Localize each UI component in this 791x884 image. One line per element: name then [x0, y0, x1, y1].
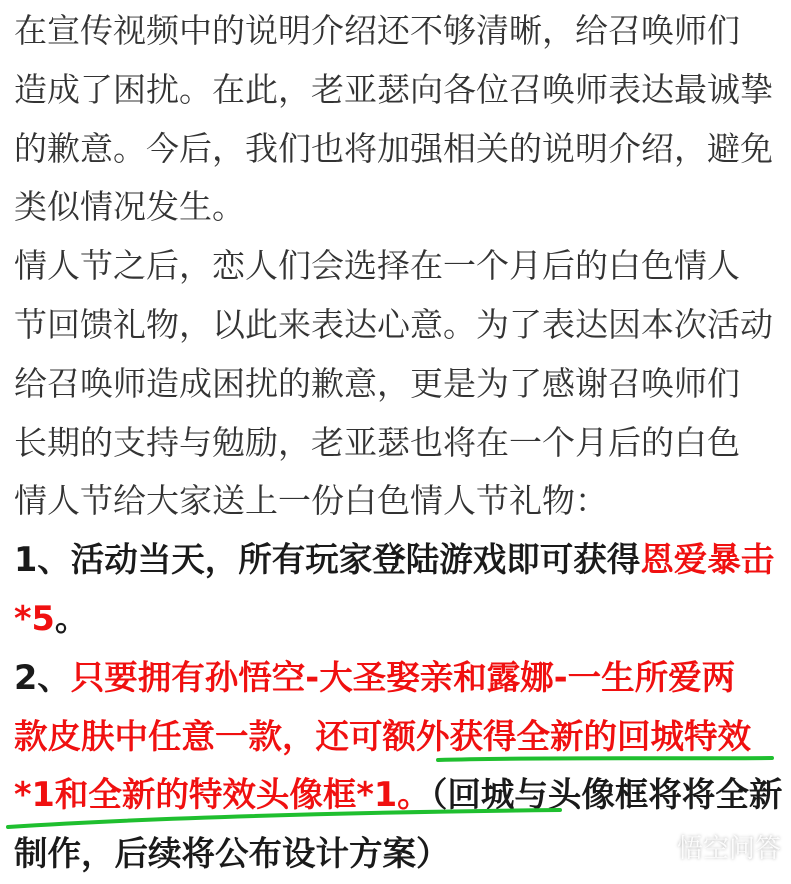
text-line: 节回馈礼物，以此来表达心意。为了表达因本次活动 — [14, 304, 773, 344]
article-body — [14, 2, 784, 884]
text-line — [14, 590, 784, 649]
paragraph-intro-apology — [14, 2, 784, 237]
paragraph-white-valentine — [14, 237, 784, 531]
text-line: 给召唤师造成困扰的歉意，更是为了感谢召唤师们 — [14, 363, 740, 403]
gift-item-1 — [14, 531, 784, 649]
text-line — [14, 649, 784, 708]
watermark-text: 悟空问答 — [676, 833, 781, 864]
text-line: 造成了困扰。在此，老亚瑟向各位召唤师表达最诚挚 — [14, 69, 773, 109]
text-line: 类似情况发生。 — [14, 187, 245, 227]
text-line: 情人节给大家送上一份白色情人节礼物： — [14, 481, 608, 521]
text-line: 制作，后续将公布设计方案） — [14, 834, 450, 874]
watermark — [643, 828, 781, 864]
item-highlight: *1和全新的特效头像框*1。 — [14, 775, 431, 815]
text-line — [14, 766, 784, 825]
item-highlight: 款皮肤中任意一款，还可额外获得全新的回城特效 — [14, 716, 751, 756]
text-line: 情人节之后，恋人们会选择在一个月后的白色情人 — [14, 246, 740, 286]
item-text: 1、活动当天，所有玩家登陆游戏即可获得 — [14, 540, 641, 580]
item-highlight: 只要拥有孙悟空-大圣娶亲和露娜-一生所爱两 — [70, 657, 736, 697]
text-line — [14, 708, 784, 767]
text-line: 长期的支持与勉励，老亚瑟也将在一个月后的白色 — [14, 422, 740, 462]
item-text: 。 — [54, 598, 89, 638]
item-highlight: *5 — [14, 598, 55, 638]
item-text: （回城与头像框将将全新 — [430, 775, 783, 815]
item-text: 2、 — [14, 657, 71, 697]
text-line — [14, 531, 784, 590]
text-line: 的歉意。今后，我们也将加强相关的说明介绍，避免 — [14, 128, 773, 168]
text-line: 在宣传视频中的说明介绍还不够清晰，给召唤师们 — [14, 11, 740, 50]
search-magnifier-icon — [643, 831, 673, 861]
item-highlight: 恩爱暴击 — [640, 540, 775, 580]
